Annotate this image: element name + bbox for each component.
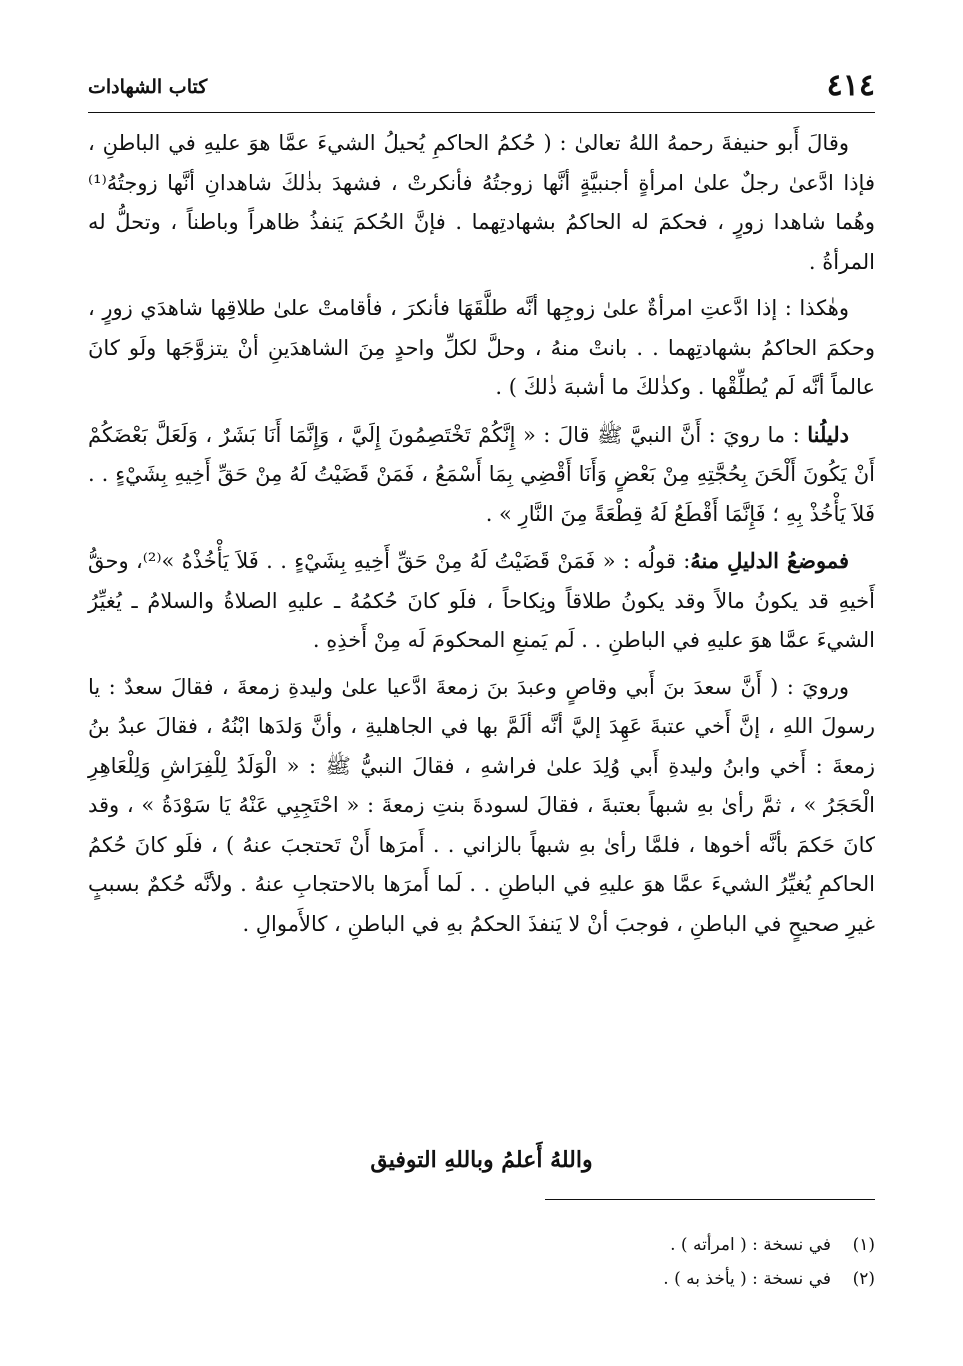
paragraph-abu-hanifa: وقالَ أَبو حنيفةَ رحمهُ اللهُ تعالىٰ : ( حُكمُ الحاكمِ يُحيلُ الشيءَ عمَّا هوَ عليهِ في الباطنِ ، فإذا ادَّعىٰ رجلٌ علىٰ امرأةٍ أجنبيَّةٍ أنَّها زوجتُهُ فأنكرتْ ، فشهدَ بذٰلكَ شاهدانِ أنَّها زوجتُهُ⁽¹⁾ وهُما شاهدا زورٍ ، فحكمَ له الحاكمُ بشهادتِهما . فإنَّ الحُكمَ يَنفذُ ظاهراً وباطناً ، وتحلُّ له المرأةُ . [88, 131, 875, 274]
book-title: كتاب الشهادات [88, 76, 208, 98]
header-divider [88, 112, 875, 113]
paragraph-divorce-claim: وهٰكذا : إذا ادَّعتِ امرأةٌ علىٰ زوجِها أنَّه طلَّقَهَا فأنكرَ ، فأقامتْ علىٰ طلاقِها شاهدَي زورٍ ، وحكمَ الحاكمُ بشهادتِهما . . بانتْ منهُ ، وحلَّ لكلِّ واحدٍ مِنَ الشاهدَينِ أنْ يتزوَّجَها ولَو كانَ عالماً أنَّه لَم يُطلِّقْها . وكذٰلكَ ما أشبهَ ذٰلكَ ) . [88, 296, 875, 399]
point-of-evidence-text: : قولُه : « فَمَنْ قَضَيْتُ لَهُ مِنْ حَقِّ أَخِيهِ بِشَيْءٍ . . فَلاَ يَأْخُذْهُ »⁽²⁾، وحقُّ أَخيهِ قد يكونُ مالاً وقد يكونُ طلاقاً ونِكاحاً ، فلَو كانَ حُكمُهُ ـ عليهِ الصلاةُ والسلامُ ـ يُغيِّرُ الشيءَ عمَّا هوَ عليهِ في الباطنِ . . لَم يَمنعِ المحكومَ لَه مِنْ أَخذِهِ . [88, 549, 875, 652]
footnote-number: (٢) [852, 1269, 875, 1289]
footnote-1 [375, 1228, 875, 1262]
footnote-text: في نسخة : ( يأخذ به ) . [663, 1269, 831, 1289]
footnote-text: في نسخة : ( امرأته ) . [670, 1235, 831, 1255]
point-of-evidence-lead: فموضعُ الدليلِ منهُ [690, 548, 850, 573]
paragraph-point-of-evidence [88, 541, 875, 661]
running-head [88, 66, 875, 106]
paragraph-narration: ورويَ : ( أَنَّ سعدَ بنَ أَبي وقاصٍ وعبدَ بنَ زمعةَ ادَّعيا علىٰ وليدةِ زمعةَ ، فقالَ سعدٌ : يا رسولَ اللهِ ، إنَّ أَخي عتبةَ عَهِدَ إليَّ أنَّه ألَمَّ بها في الجاهليةِ ، وأنَّ وَلدَها ابْنُهُ ، فقالَ عبدُ بنُ زمعةَ : أَخي وابنُ وليدةِ أَبي وُلِدَ علىٰ فراشهِ ، فقالَ النبيُّ ﷺ : « الْوَلَدُ لِلْفِرَاشِ وَلِلْعَاهِرِ الْحَجَرُ » ، ثمَّ رأىٰ بهِ شبهاً بعتبةَ ، فقالَ لسودةَ بنتِ زمعةَ : « احْتَجِبِي عَنْهُ يَا سَوْدَةُ » ، وقد كانَ حَكمَ بأنَّه أخوها ، فلمَّا رأىٰ بهِ شبهاً بالزاني . . أَمرَها أَنْ تَحتجبَ عنهُ ) ، فلَو كانَ حُكمُ الحاكمِ يُغيِّرُ الشيءَ عمَّا هوَ عليهِ في الباطنِ . . لَما أَمرَها بالاحتجابِ عنهُ . ولأنَّه حُكمٌ بسببٍ غيرِ صحيحٍ في الباطنِ ، فوجبَ أنْ لا يَنفذَ الحكمُ بهِ في الباطنِ ، كالأَموالِ . [88, 674, 875, 936]
footnotes [375, 1228, 875, 1296]
main-text [88, 124, 875, 951]
closing-formula: واللهُ أَعلمُ وباللهِ التوفيق [370, 1147, 593, 1173]
footnote-number: (١) [852, 1235, 875, 1255]
evidence-lead: دليلُنا [807, 421, 849, 447]
footnote-2 [375, 1262, 875, 1296]
footnote-divider [545, 1199, 875, 1200]
page-number: ٤١٤ [826, 68, 875, 103]
paragraph-evidence [88, 415, 875, 535]
evidence-text: : ما رويَ : أَنَّ النبيَّ ﷺ قالَ : « إِنَّكُمْ تَخْتَصِمُونَ إِلَيَّ ، وَإِنَّمَا أَنَا بَشَرٌ ، وَلَعَلَّ بَعْضَكُمْ أَنْ يَكُونَ أَلْحَنَ بِحُجَّتِهِ مِنْ بَعْضٍ وَأَنَا أَقْضِي بِمَا أَسْمَعُ ، فَمَنْ قَضَيْتُ لَهُ مِنْ حَقِّ أَخِيهِ بِشَيْءٍ . . فَلاَ يَأْخُذْ بِهِ ؛ فَإِنَّمَا أَقْطَعُ لَهُ قِطْعَةً مِنَ النَّارِ » . [88, 422, 875, 526]
